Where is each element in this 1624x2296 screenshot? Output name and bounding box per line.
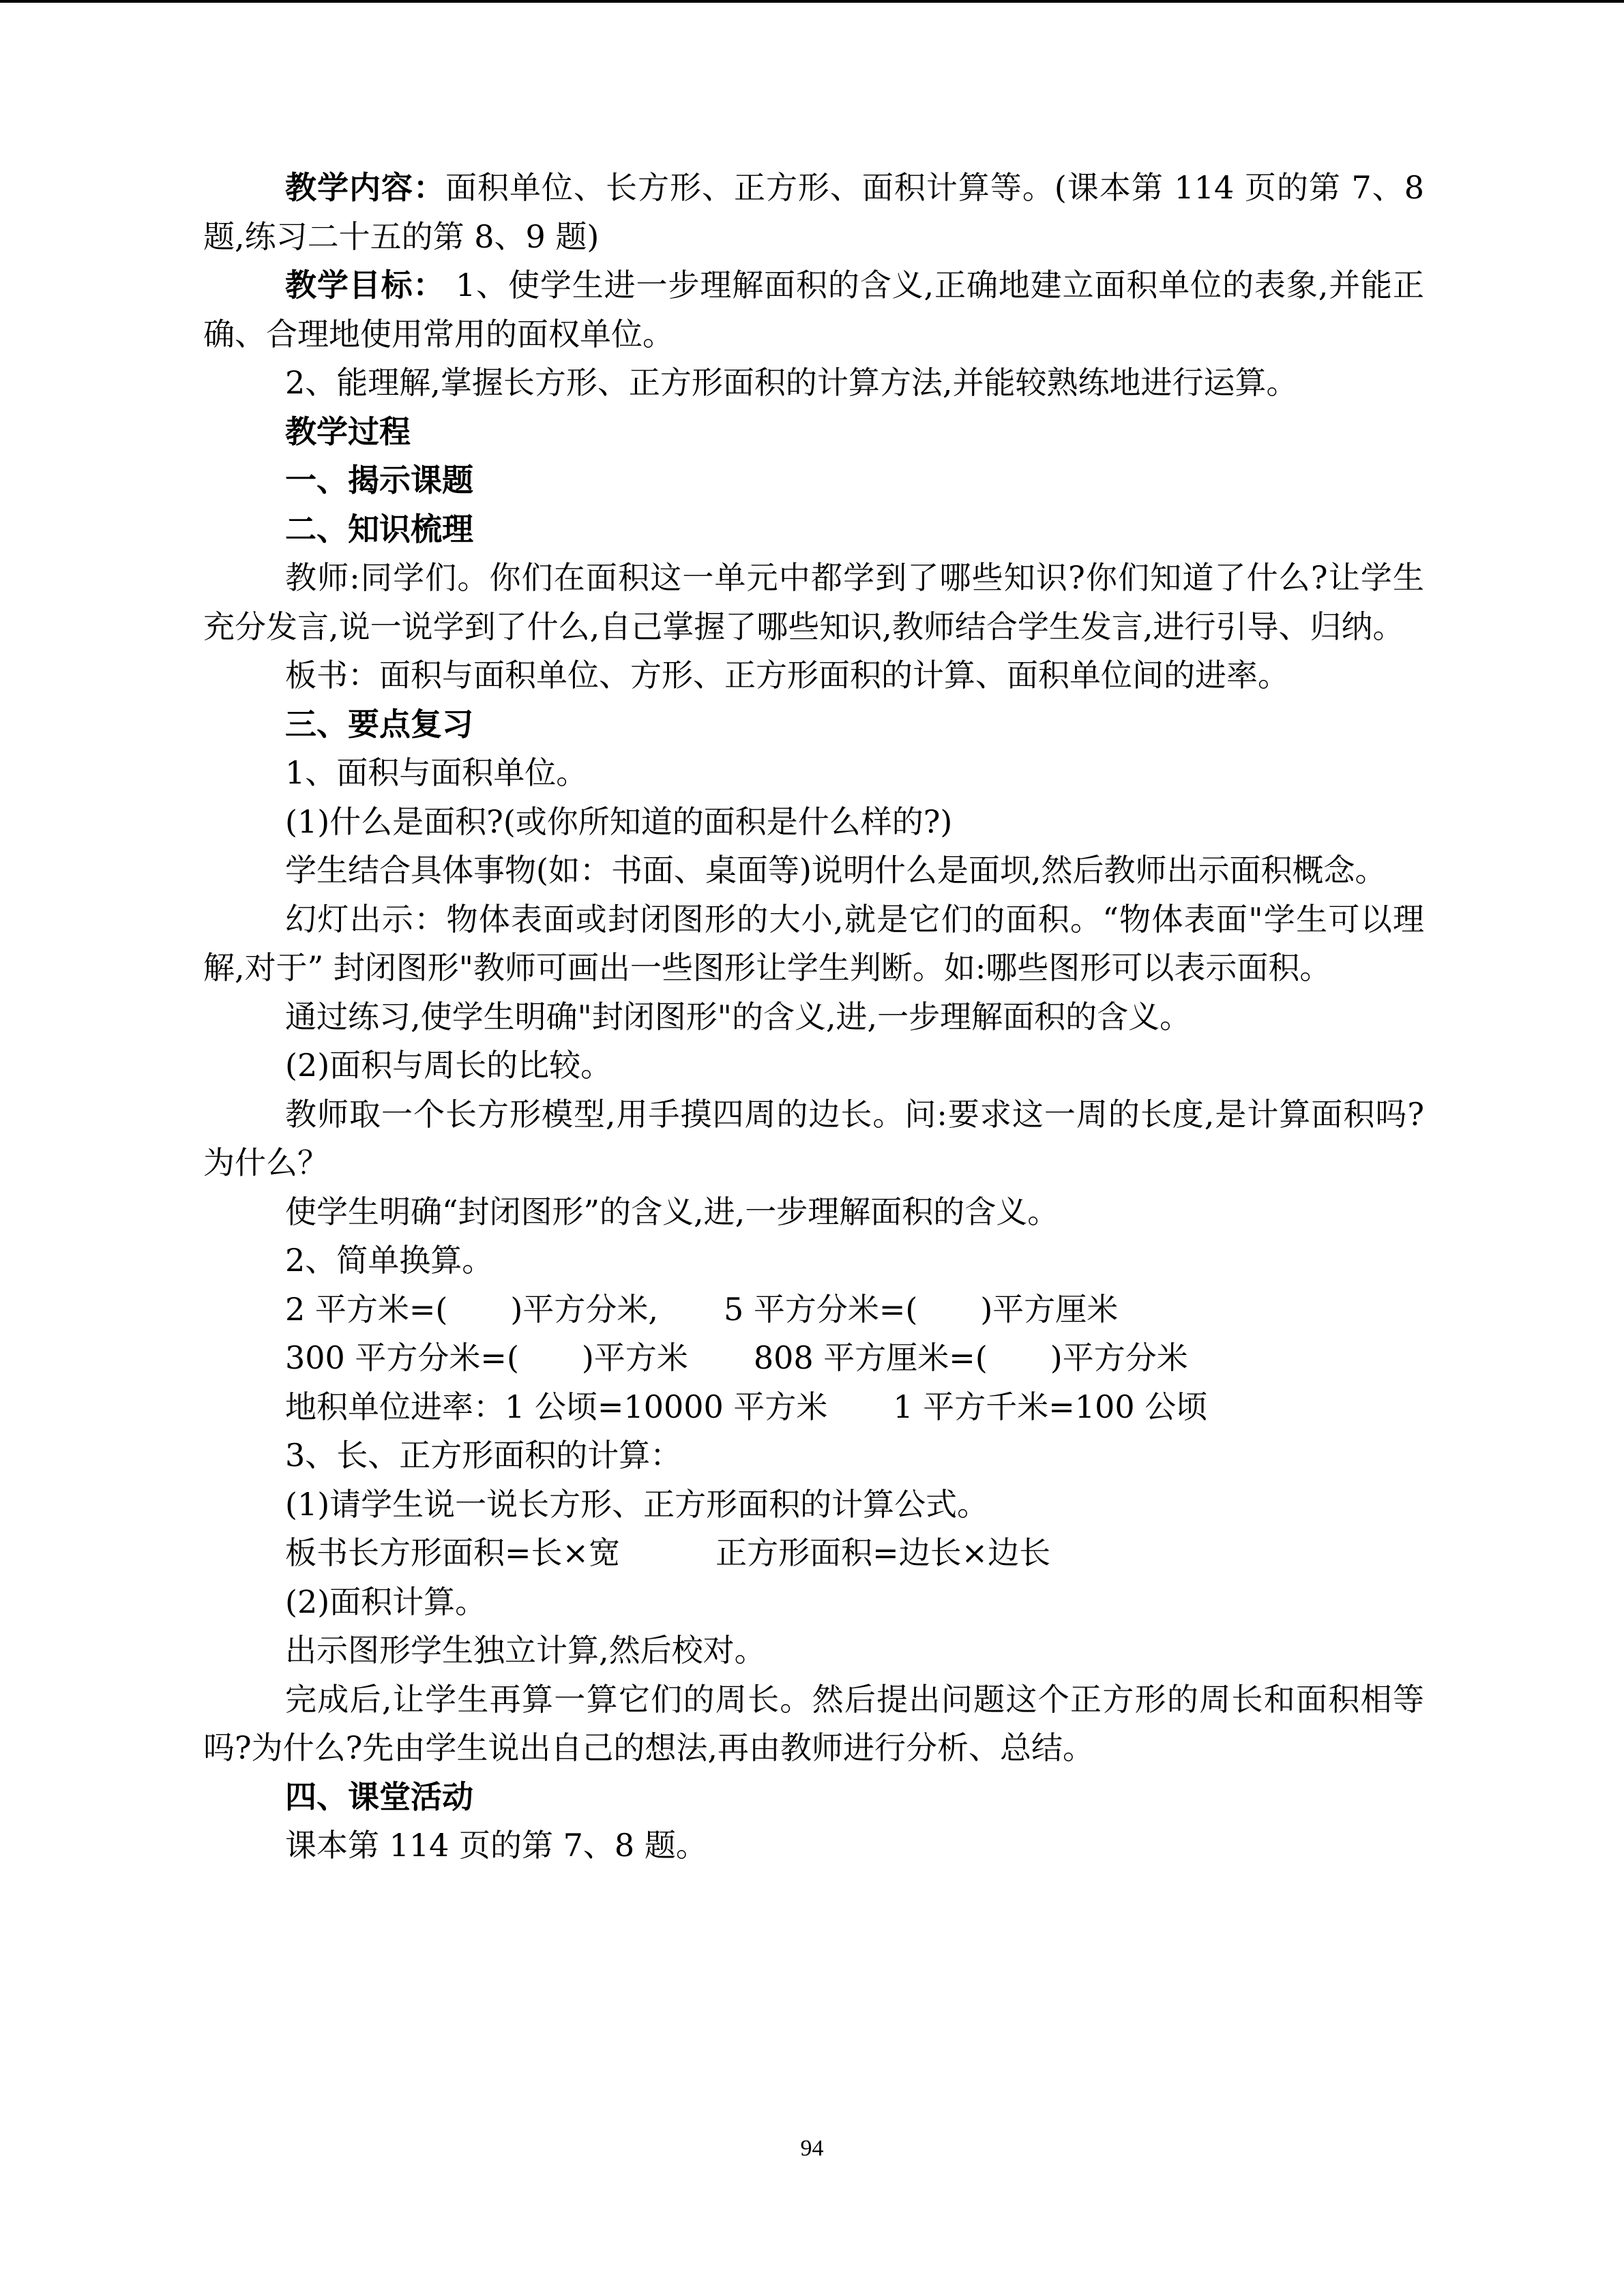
teaching-goals-label: 教学目标： xyxy=(285,267,445,303)
question-4: (2)面积计算。 xyxy=(285,1583,487,1620)
teaching-goals-text: 1、使学生进一步理解面积的含义,正确地建立面积单位的表象,并能正确、合理地使用常用的面权单位。 xyxy=(203,267,1425,353)
question-1-answer: 学生结合具体事物(如：书面、桌面等)说明什么是面坝,然后教师出示面积概念。 xyxy=(285,852,1387,889)
unit-rate-line xyxy=(203,1383,1424,1432)
calculation-paragraph: 出示图形学生独立计算,然后校对。 xyxy=(285,1632,766,1669)
board-writing-paragraph: 板书：面积与面积单位、方形、正方形面积的计算、面积单位间的进率。 xyxy=(285,657,1289,694)
item-3: 3、长、正方形面积的计算： xyxy=(285,1437,682,1474)
slide-paragraph: 幻灯出示：物体表面或封闭图形的大小,就是它们的面积。“物体表面"学生可以理解,对于” 封闭图形"教师可画出一些图形让学生判断。如:哪些图形可以表示面积。 xyxy=(203,900,1424,986)
after-calculation-paragraph: 完成后,让学生再算一算它们的周长。然后提出问题这个正方形的周长和面积相等吗?为什么?先由学生说出自己的想法,再由教师进行分析、总结。 xyxy=(203,1680,1424,1766)
teaching-content-text: 面积单位、长方形、正方形、面积计算等。(课本第 114 页的第 7、8 题,练习二十五的第 8、9 题) xyxy=(203,169,1424,255)
formula-rectangle: 板书长方形面积=长×宽 xyxy=(285,1534,621,1571)
activity-paragraph: 课本第 114 页的第 7、8 题。 xyxy=(285,1827,707,1864)
goal-2: 2、能理解,掌握长方形、正方形面积的计算方法,并能较熟练地进行运算。 xyxy=(285,364,1298,401)
section-1-heading: 一、揭示课题 xyxy=(285,462,473,498)
item-2: 2、简单换算。 xyxy=(285,1242,494,1279)
conversion-1a: 2 平方米=( )平方分米, xyxy=(285,1290,658,1328)
unit-rate-b: 1 平方千米=100 公顷 xyxy=(893,1388,1208,1425)
section-2-heading: 二、知识梳理 xyxy=(285,510,473,548)
process-heading: 教学过程 xyxy=(285,413,411,450)
conversion-2b: 808 平方厘米=( )平方分米 xyxy=(753,1339,1188,1376)
teaching-content-paragraph xyxy=(203,164,1424,261)
page-number: 94 xyxy=(800,2136,824,2161)
practice-1: 通过练习,使学生明确"封闭图形"的含义,进,一步理解面积的含义。 xyxy=(285,998,1192,1035)
question-1: (1)什么是面积?(或你所知道的面积是什么样的?) xyxy=(285,803,953,840)
teaching-content-label: 教学内容： xyxy=(285,169,445,206)
conversion-1b: 5 平方分米=( )平方厘米 xyxy=(723,1290,1119,1328)
formula-square: 正方形面积=边长×边长 xyxy=(715,1534,1051,1571)
question-2: (2)面积与周长的比较。 xyxy=(285,1047,612,1084)
practice-2: 使学生明确“封闭图形”的含义,进,一步理解面积的含义。 xyxy=(285,1193,1059,1230)
document-body xyxy=(203,164,1424,1870)
conversion-line-1 xyxy=(203,1285,1424,1335)
conversion-2a: 300 平方分米=( )平方米 xyxy=(285,1339,688,1376)
formula-line xyxy=(203,1529,1424,1578)
section-3-heading: 三、要点复习 xyxy=(285,705,473,743)
conversion-line-2 xyxy=(203,1334,1424,1383)
teacher-intro-paragraph: 教师:同学们。你们在面积这一单元中都学到了哪些知识?你们知道了什么?让学生充分发言,说一说学到了什么,自己掌握了哪些知识,教师结合学生发言,进行引导、归纳。 xyxy=(203,559,1424,645)
question-2-text: 教师取一个长方形模型,用手摸四周的边长。问:要求这一周的长度,是计算面积吗?为什么？ xyxy=(203,1095,1424,1181)
item-1: 1、面积与面积单位。 xyxy=(285,754,588,791)
unit-rate-a: 地积单位进率：1 公顷=10000 平方米 xyxy=(285,1388,828,1425)
section-4-heading: 四、课堂活动 xyxy=(285,1778,473,1815)
teaching-goals-paragraph xyxy=(203,261,1424,359)
question-3: (1)请学生说一说长方形、正方形面积的计算公式。 xyxy=(285,1485,989,1523)
